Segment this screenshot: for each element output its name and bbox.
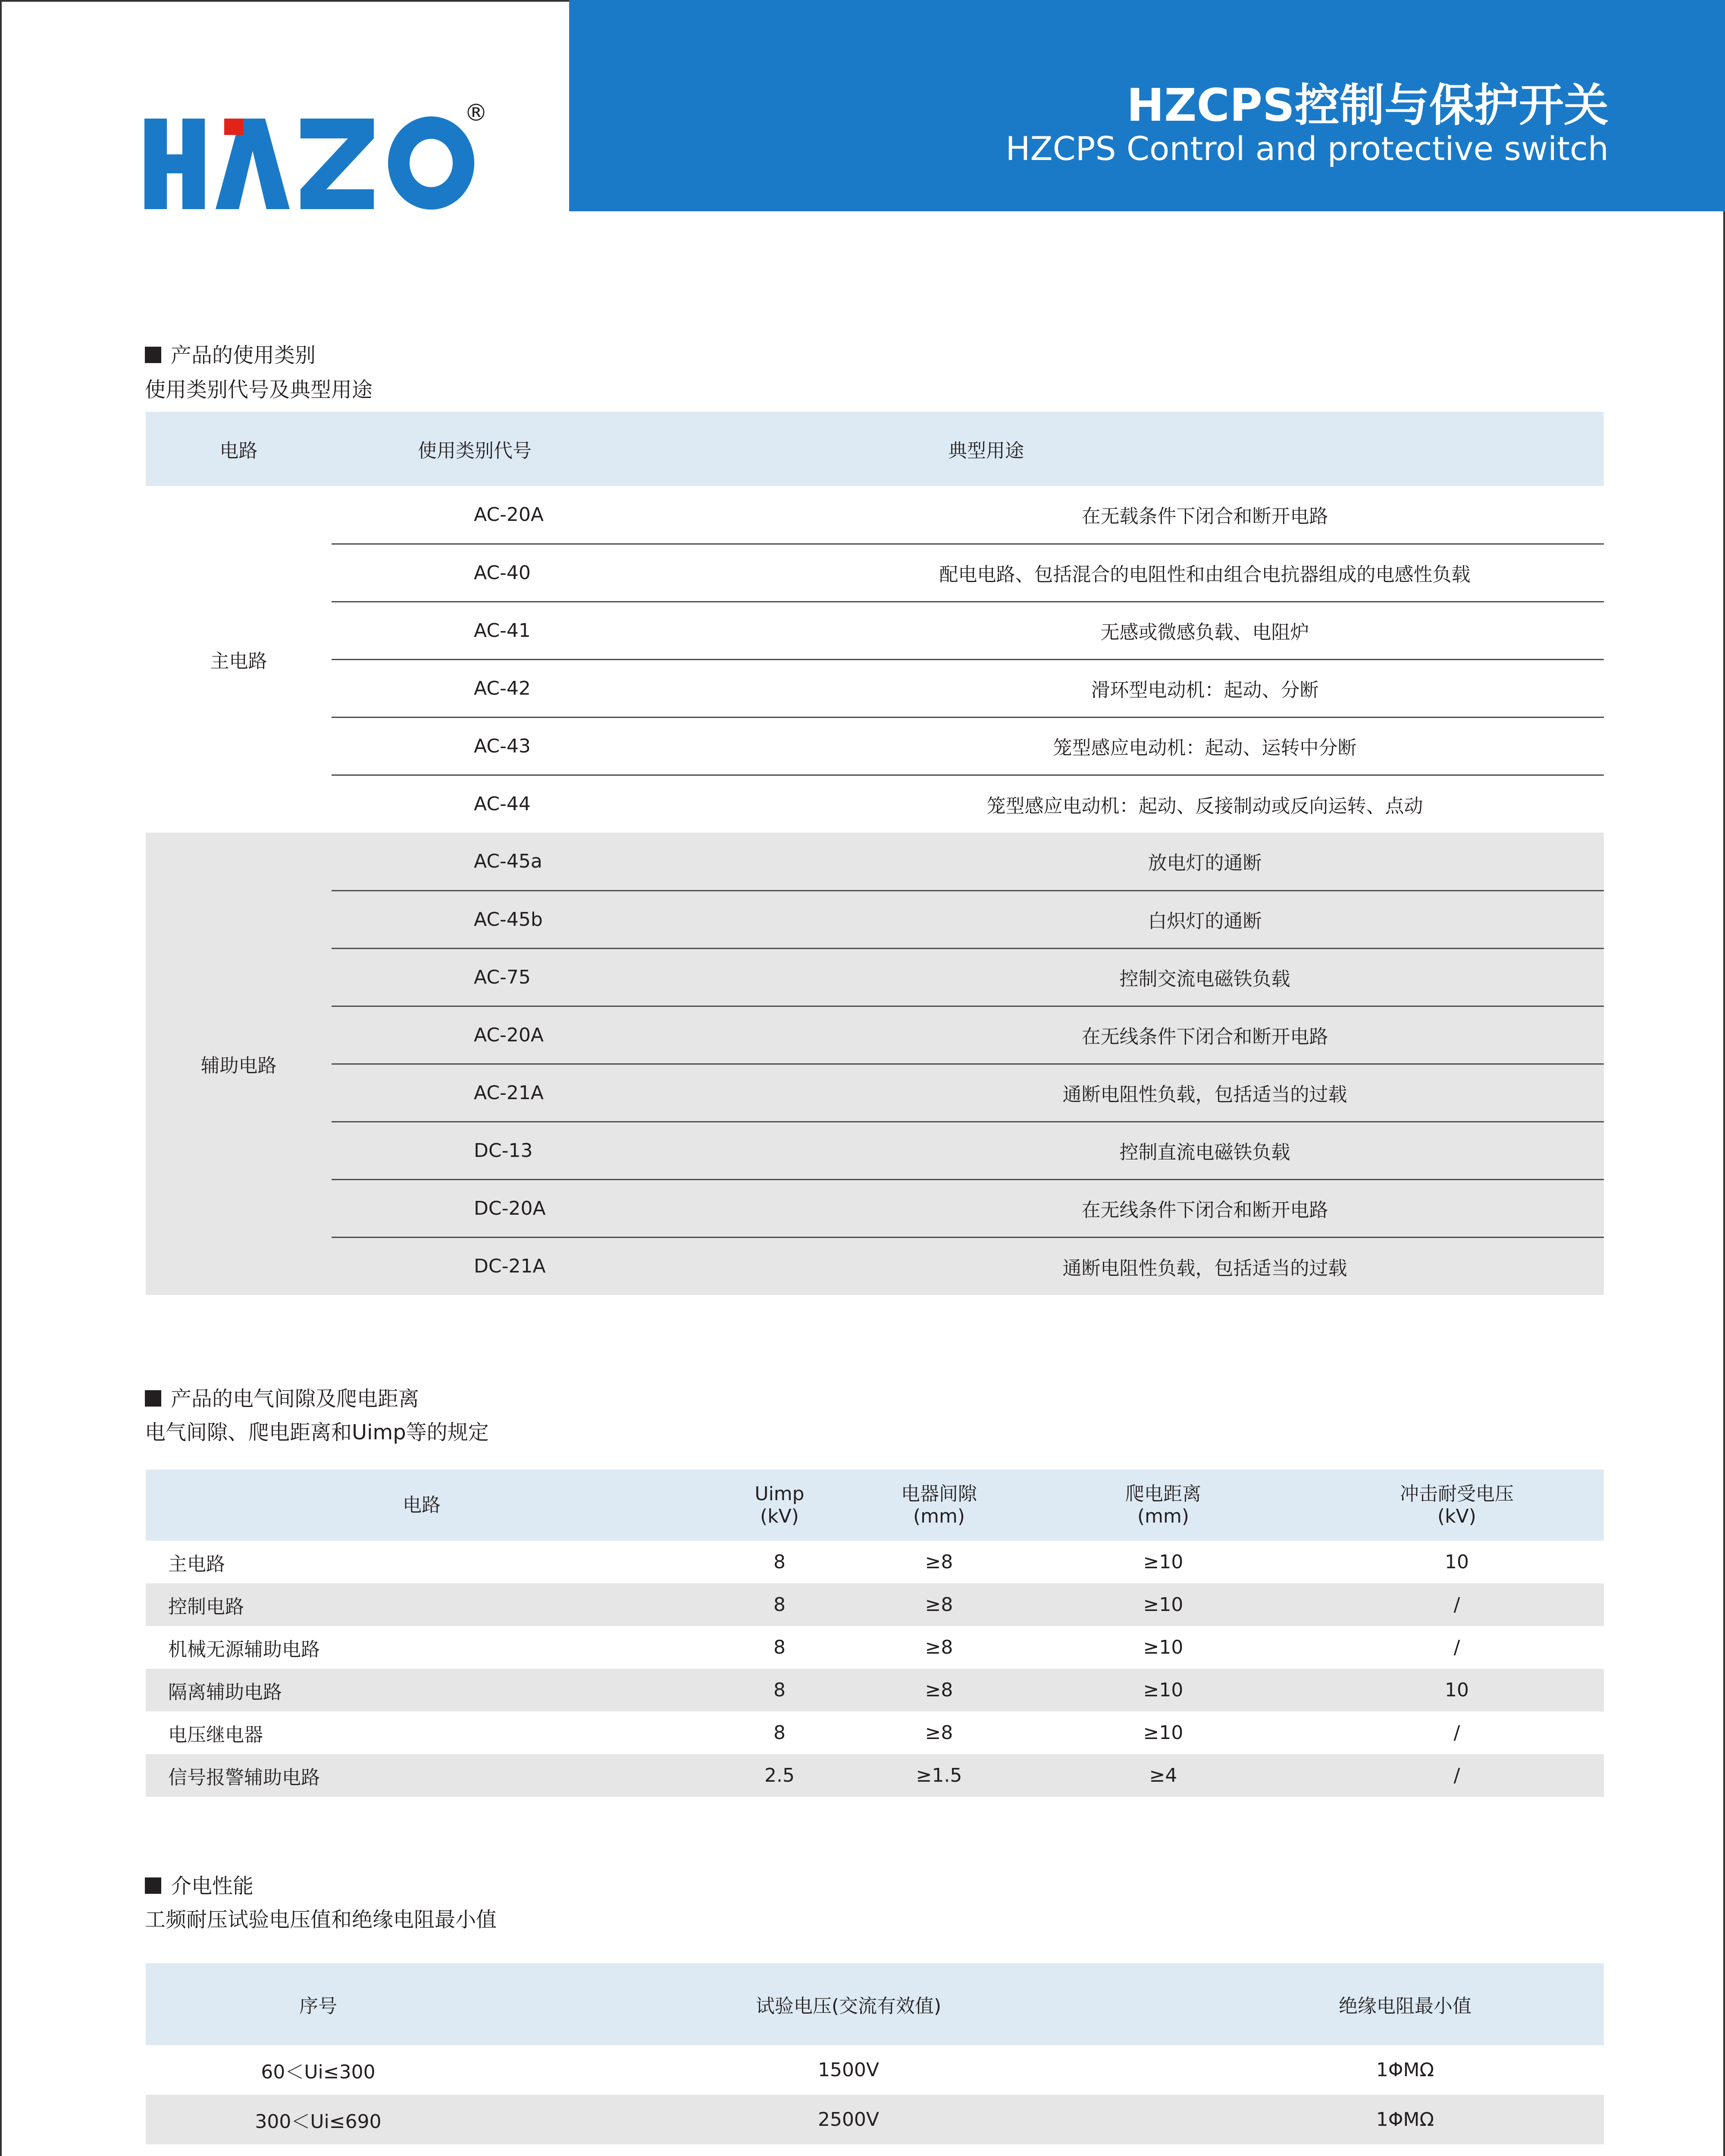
cell-voltage: 2500V (817, 2109, 880, 2131)
typical-use: 在无载条件下闭合和断开电路 (806, 486, 1604, 544)
cell-circuit: 电压继电器 (168, 1724, 263, 1746)
cell-clearance: ≥8 (925, 1679, 953, 1701)
section3-subtitle: 工频耐压试验电压值和绝缘电阻最小值 (145, 1908, 497, 1932)
typical-use: 滑环型电动机：起动、分断 (806, 659, 1604, 717)
cell-circuit: 机械无源辅助电路 (168, 1638, 320, 1661)
table-row (146, 2095, 1604, 2144)
cell-clearance: ≥8 (925, 1551, 953, 1573)
group-label-aux: 辅助电路 (146, 833, 332, 1295)
cell-voltage: 1500V (817, 2059, 880, 2081)
table-header-row (146, 412, 1604, 486)
section2-subtitle: 电气间隙、爬电距离和Uimp等的规定 (145, 1420, 489, 1445)
cell-clearance: ≥8 (925, 1722, 953, 1744)
category-code: DC-20A (332, 1179, 806, 1237)
header-line1: 电路 (403, 1494, 441, 1516)
header-band (569, 0, 1725, 211)
category-code: AC-45a (332, 833, 806, 890)
hazo-logo (144, 99, 488, 213)
cell-resistance: 1ΦMΩ (1376, 2109, 1434, 2131)
cell-range: 300＜Ui≤690 (255, 2110, 382, 2133)
header-line1: 电器间隙 (901, 1482, 977, 1505)
cell-circuit: 控制电路 (168, 1595, 244, 1618)
typical-use: 白炽灯的通断 (806, 890, 1604, 948)
table-row (146, 486, 1604, 544)
header-cell (861, 1470, 1017, 1541)
table-row (146, 659, 1604, 717)
cell-withstand: / (1453, 1636, 1460, 1658)
header-cell (1017, 1470, 1310, 1541)
table-row (146, 1583, 1604, 1626)
category-code: AC-45b (332, 890, 806, 948)
category-code: AC-21A (332, 1064, 806, 1122)
header-line2: (kV) (760, 1505, 799, 1527)
table-header-row (146, 1470, 1604, 1541)
table-row (146, 948, 1604, 1006)
table-row (146, 1626, 1604, 1669)
table-row (146, 717, 1604, 775)
registered-mark: ® (464, 99, 488, 126)
cell-creepage: ≥10 (1143, 1679, 1183, 1701)
group-label-main: 主电路 (210, 650, 267, 672)
table-row (146, 1237, 1604, 1295)
category-code: AC-40 (332, 544, 806, 602)
section1-subtitle: 使用类别代号及典型用途 (145, 378, 373, 402)
section1-title: 产品的使用类别 (145, 338, 316, 368)
table-row (146, 890, 1604, 948)
header-test-voltage: 试验电压(交流有效值) (755, 1995, 942, 2017)
table-row (146, 2045, 1604, 2095)
header-cell (146, 1470, 698, 1541)
cell-uimp: 8 (773, 1636, 786, 1658)
category-code: AC-43 (332, 717, 806, 775)
table-row (146, 1669, 1604, 1711)
header-line2: (kV) (1437, 1505, 1476, 1527)
category-code: DC-21A (332, 1237, 806, 1295)
cell-range: 60＜Ui≤300 (261, 2061, 376, 2083)
page-title: HZCPS控制与保护开关 (1127, 79, 1609, 132)
square-bullet-icon (145, 1877, 161, 1894)
typical-use: 通断电阻性负载，包括适当的过载 (806, 1237, 1604, 1295)
cell-clearance: ≥8 (925, 1594, 953, 1616)
header-line2: (mm) (913, 1505, 965, 1527)
header-line2: (mm) (1137, 1505, 1190, 1527)
cell-withstand: 10 (1445, 1679, 1469, 1701)
cell-uimp: 8 (773, 1679, 786, 1701)
category-code: AC-75 (332, 948, 806, 1006)
category-code: DC-13 (332, 1122, 806, 1179)
header-code: 使用类别代号 (418, 440, 532, 462)
cell-creepage: ≥10 (1143, 1551, 1183, 1573)
category-code: AC-41 (332, 602, 806, 659)
table-row (146, 775, 1604, 833)
cell-uimp: 8 (773, 1594, 786, 1616)
section3-title: 介电性能 (145, 1869, 254, 1899)
cell-creepage: ≥4 (1149, 1764, 1177, 1786)
typical-use: 无感或微感负载、电阻炉 (806, 602, 1604, 659)
cell-withstand: 10 (1445, 1551, 1469, 1573)
cell-circuit: 隔离辅助电路 (168, 1681, 282, 1703)
cell-resistance: 1ΦMΩ (1376, 2059, 1434, 2081)
table-row (146, 602, 1604, 659)
table-row (146, 1711, 1604, 1754)
page-subtitle: HZCPS Control and protective switch (1005, 129, 1609, 168)
header-cell (1310, 1470, 1604, 1541)
header-line1: 爬电距离 (1125, 1482, 1201, 1505)
table-row (146, 1541, 1604, 1583)
cell-withstand: / (1453, 1764, 1460, 1786)
clearance-creepage-table (146, 1470, 1604, 1797)
typical-use: 放电灯的通断 (806, 833, 1604, 890)
cell-uimp: 2.5 (764, 1764, 795, 1786)
table-row (146, 1179, 1604, 1237)
cell-uimp: 8 (773, 1722, 786, 1744)
section2-title: 产品的电气间隙及爬电距离 (145, 1382, 419, 1412)
cell-withstand: / (1453, 1594, 1460, 1616)
table-header-row (146, 1963, 1604, 2045)
category-code: AC-20A (332, 1006, 806, 1064)
cell-clearance: ≥8 (925, 1636, 953, 1658)
header-line1: Uimp (754, 1482, 805, 1505)
usage-category-table (146, 412, 1604, 1295)
category-code: AC-20A (332, 486, 806, 544)
header-use: 典型用途 (948, 440, 1024, 462)
header-line1: 冲击耐受电压 (1400, 1482, 1514, 1505)
typical-use: 控制交流电磁铁负载 (806, 948, 1604, 1006)
typical-use: 控制直流电磁铁负载 (806, 1122, 1604, 1179)
typical-use: 笼型感应电动机：起动、运转中分断 (806, 717, 1604, 775)
square-bullet-icon (145, 1390, 161, 1407)
cell-uimp: 8 (773, 1551, 786, 1573)
cell-withstand: / (1453, 1722, 1460, 1744)
typical-use: 笼型感应电动机：起动、反接制动或反向运转、点动 (986, 795, 1423, 817)
header-cell (698, 1470, 861, 1541)
cell-creepage: ≥10 (1143, 1636, 1183, 1658)
header-circuit: 电路 (219, 440, 258, 462)
table-row (146, 1754, 1604, 1797)
table-row (146, 1064, 1604, 1122)
table-row (146, 833, 1604, 890)
cell-circuit: 主电路 (168, 1553, 225, 1575)
logo-red-mark (224, 119, 244, 135)
typical-use: 配电电路、包括混合的电阻性和由组合电抗器组成的电感性负载 (806, 544, 1604, 602)
table-row (146, 1122, 1604, 1179)
header-min-resistance: 绝缘电阻最小值 (1339, 1995, 1471, 2017)
cell-creepage: ≥10 (1143, 1594, 1183, 1616)
dielectric-table (146, 1963, 1604, 2144)
category-code: AC-44 (474, 793, 531, 815)
category-code: AC-42 (332, 659, 806, 717)
typical-use: 通断电阻性负载，包括适当的过载 (806, 1064, 1604, 1122)
cell-circuit: 信号报警辅助电路 (168, 1766, 320, 1789)
typical-use: 在无线条件下闭合和断开电路 (806, 1179, 1604, 1237)
typical-use: 在无线条件下闭合和断开电路 (806, 1006, 1604, 1064)
square-bullet-icon (145, 347, 161, 363)
header-serial: 序号 (299, 1995, 337, 2017)
table-row (146, 544, 1604, 602)
cell-creepage: ≥10 (1143, 1722, 1183, 1744)
cell-clearance: ≥1.5 (916, 1764, 962, 1786)
table-row (146, 1006, 1604, 1064)
